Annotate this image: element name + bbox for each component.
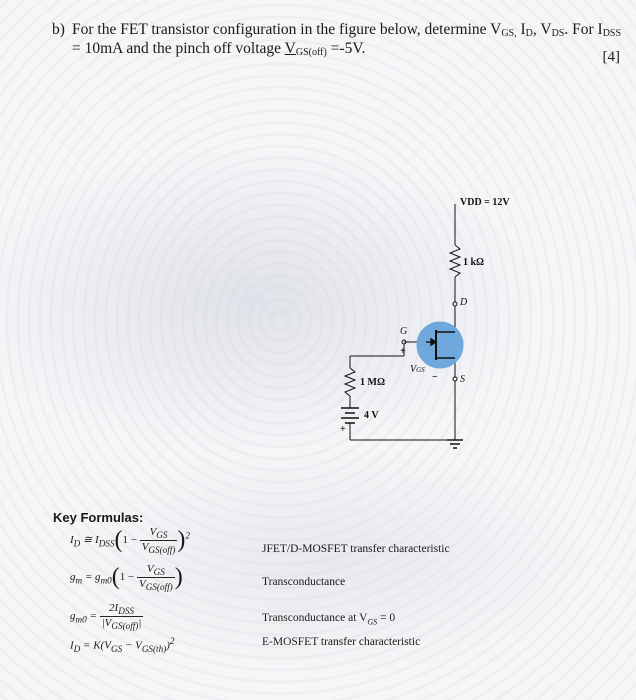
vgs-minus: − [432,372,438,383]
rg-label: 1 MΩ [360,377,385,388]
drain-terminal [453,302,457,306]
vgs-label: VGS [410,364,425,375]
source-terminal [453,377,457,381]
vdd-label: VDD = 12V [460,197,510,208]
paren-open: ( [111,564,120,591]
question-line-2: = 10mA and the pinch off voltage $V_{GS(off)} =-5V$. [72,40,366,58]
paren-close: ) [174,564,183,591]
formula-transfer-desc: JFET/D-MOSFET transfer characteristic [262,543,450,555]
rd-label: 1 kΩ [463,257,485,268]
transistor-body [417,322,463,368]
formula-emosfet: $I_D = K(V_{GS} - V_{GS(th)})^2$ [70,636,175,654]
fraction-vgs-vgsoff: $\frac{V_{GS}}{V_{GS(off)}}$ [138,563,173,593]
drain-label: D [460,297,468,308]
vgs-off-term: $V_{GS(off)}$ [284,40,327,58]
fraction-vgs-vgsoff: $\frac{V_{GS}}{V_{GS(off)}}$ [141,526,176,556]
battery-plus: + [340,424,346,435]
paren-close: ) [177,527,186,554]
formula-emosfet-desc: E-MOSFET transfer characteristic [262,636,421,648]
formula-transconductance: $g_m = g_{m0}(1$ − $\frac{V_{GS}}{V_{GS(off)}}$ ) [70,563,183,593]
formula-transconductance-desc: Transconductance [262,576,346,588]
drain-resistor [450,245,460,277]
vgs-plus: + [400,346,406,357]
paren-open: ( [114,527,123,554]
fraction-idss-vgsoff: $\frac{2I_{DSS}}{|V_{GS(off)}|}$ [101,602,142,632]
question-line-1: For the FET transistor configuration in the figure below, determine $V_{GS,}$ $I_D$, $V_{DS}$. For $I_{DSS}$ [72,21,622,39]
gate-resistor [345,368,355,396]
question-label: b) [52,21,65,38]
formula-gm0-desc: Transconductance at $V_{GS} = 0$ [262,612,396,627]
gate-label: G [400,326,408,337]
source-label: S [460,374,465,385]
key-formulas-title: Key Formulas: [53,510,144,525]
marks: [4] [602,49,620,65]
battery-label: 4 V [364,410,379,421]
formula-transfer: $I_D$ ≅ $I_{DSS}(1$ − $\frac{V_{GS}}{V_{GS(off)}}$ )$^2$ [70,526,190,556]
formula-gm0: $g_{m0}$ = $\frac{2I_{DSS}}{|V_{GS(off)}|}$ [70,602,142,632]
